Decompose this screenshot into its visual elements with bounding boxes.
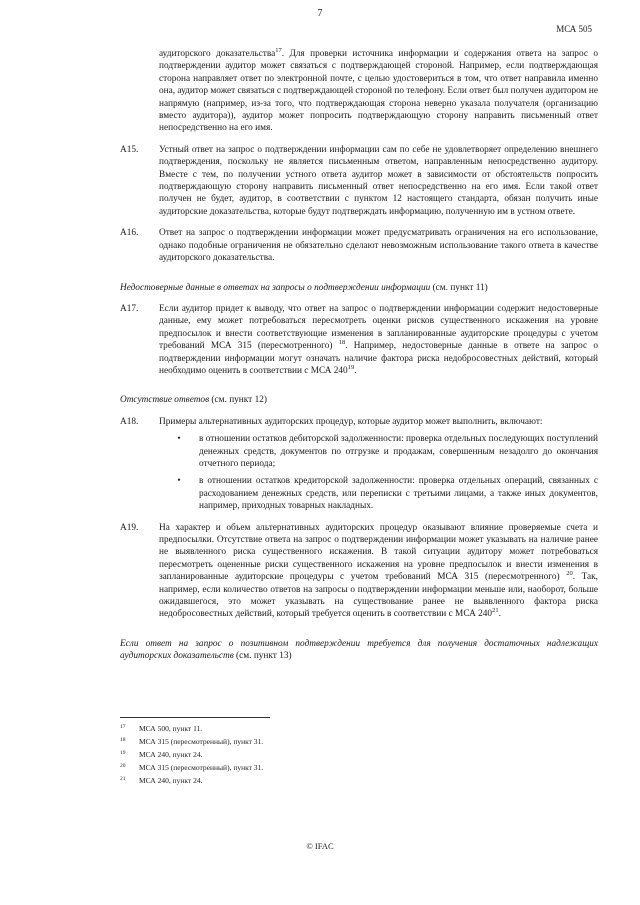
- bullet-item: • в отношении остатков кредиторской задолженности: проверка отдельных операций, связанных с расходованием денежных средств, или переписки с третьими лицами, а также иных документов, например, приходных товарных накладных.: [159, 475, 598, 512]
- paragraph-number: A18.: [120, 416, 139, 427]
- paragraph-number: A16.: [120, 228, 139, 239]
- footnotes: [120, 717, 598, 785]
- footnote-divider: [120, 717, 270, 718]
- document-body: [120, 48, 598, 663]
- footnote: 19 МСА 240, пункт 24.: [120, 750, 203, 759]
- paragraph-a19: [120, 522, 598, 621]
- paragraph-a16: [120, 227, 598, 264]
- footnote: 18 МСА 315 (пересмотренный), пункт 31.: [120, 737, 264, 746]
- copyright-footer: © IFAC: [306, 841, 334, 851]
- document-code: МСА 505: [556, 24, 592, 34]
- paragraph-number: A15.: [120, 144, 139, 155]
- section-heading-positive-confirmation: Если ответ на запрос о позитивном подтверждении требуется для получения достаточных надлежащих аудиторских доказательств (см. пункт 13): [120, 638, 598, 662]
- footnote: 20 МСА 315 (пересмотренный), пункт 31.: [120, 763, 264, 772]
- footnote-ref[interactable]: 21: [492, 607, 499, 615]
- paragraph-a18: [120, 416, 598, 513]
- footnote-ref[interactable]: 20: [566, 570, 573, 578]
- footnote-ref[interactable]: 18: [338, 339, 346, 347]
- footnote-ref[interactable]: 17: [275, 46, 282, 54]
- page-number: 7: [317, 8, 323, 19]
- bullet-icon: •: [177, 434, 181, 445]
- bullet-list: [159, 433, 598, 512]
- paragraph-text: Ответ на запрос о подтверждении информации может предусматривать ограничения на его использование, однако подобные ограничения не обязательно сделают невозможным использование такого ответа в качестве аудиторского доказательства.: [159, 228, 598, 264]
- paragraph-text: На характер и объем альтернативных аудиторских процедур оказывают влияние проверяемые счета и предпосылки. Отсутствие ответа на запрос о подтверждении информации может указывать на наличие ранее не выявленного риска существенного искажения. В такой ситуации аудитору может потребоваться пересмотреть оцененные риски существенного искажения на уровне предпосылок и внести изменения в запланированные аудиторские процедуры с учетом требований МСА 315 (пересмотренного) $^{20}$. Так, например, если количество ответов на запросы о подтверждении информации меньше или, наоборот, больше ожидавшегося, это может указывать на существование ранее не выявленного фактора риска недобросовестных действий, который требуется оценить в соответствии с МСА $240^{21}$.: [159, 522, 598, 620]
- section-reference: (см. пункт 13): [233, 651, 292, 662]
- paragraph-number: A17.: [120, 303, 139, 314]
- section-heading-no-response: Отсутствие ответов (см. пункт 12): [120, 395, 267, 406]
- bullet-icon: •: [177, 476, 181, 487]
- footnote: 17 МСА 500, пункт 11.: [120, 724, 203, 733]
- footnote: 21 МСА 240, пункт 24.: [120, 776, 203, 785]
- section-reference: (см. пункт 11): [430, 282, 488, 293]
- continued-paragraph: аудиторского доказательства$^{17}$. Для проверки источника информации и содержания ответа на запрос о подтверждении аудитор может связаться с подтверждающей стороной. Например, если подтверждающая сторона направляет ответ по электронной почте, с целью удостовериться в том, что ответ направила именно она, аудитор может связаться с подтверждающей стороной по телефону. Если ответ был получен аудитором не напрямую (например, из-за того, что подтверждающая сторона неверно указала получателя (организацию вместо аудитора)), аудитор может попросить подтверждающую сторону направить письменный ответ непосредственно на его имя.: [159, 46, 599, 134]
- paragraph-text: Примеры альтернативных аудиторских процедур, которые аудитор может выполнить, включают:: [159, 416, 543, 427]
- paragraph-number: A19.: [120, 522, 139, 533]
- bullet-item: • в отношении остатков дебиторской задолженности: проверка отдельных последующих поступлений денежных средств, документов по отгрузке и продажам, совершенным незадолго до окончания отчетного периода;: [159, 433, 598, 470]
- paragraph-text: Устный ответ на запрос о подтверждении информации сам по себе не удовлетворяет определению внешнего подтверждения, поскольку не является письменным ответом, направленным непосредственно аудитору. Вместе с тем, по получении устного ответа аудитор может в зависимости от обстоятельств попросить подтверждающую сторону направить письменный ответ непосредственно на его имя. Если такой ответ получен не будет, аудитор, в соответствии с пунктом 12 настоящего стандарта, обязан получить иные аудиторские доказательства, которые будут подтверждать информацию, полученную им в устном ответе.: [159, 144, 598, 217]
- section-reference: (см. пункт 12): [209, 395, 267, 406]
- footnote-ref[interactable]: 19: [347, 363, 355, 371]
- section-heading-unreliable-data: Недостоверные данные в ответах на запросы о подтверждении информации (см. пункт 11): [120, 282, 488, 293]
- paragraph-text: Если аудитор придет к выводу, что ответ на запрос о подтверждении информации содержит недостоверные данные, ему может потребоваться пересмотреть оценки рисков существенного искажения на уровне предпосылок и внести соответствующие изменения в запланированные аудиторские процедуры с учетом требований МСА 315 (пересмотренного) $^{18}$. Например, недостоверные данные в ответе на запрос о подтверждении информации могут означать наличие фактора риска недобросовестных действий, который необходимо оценить в соответствии с МСА $240^{19}$.: [159, 303, 598, 376]
- paragraph-a17: [120, 303, 598, 377]
- paragraph-a15: [120, 144, 598, 218]
